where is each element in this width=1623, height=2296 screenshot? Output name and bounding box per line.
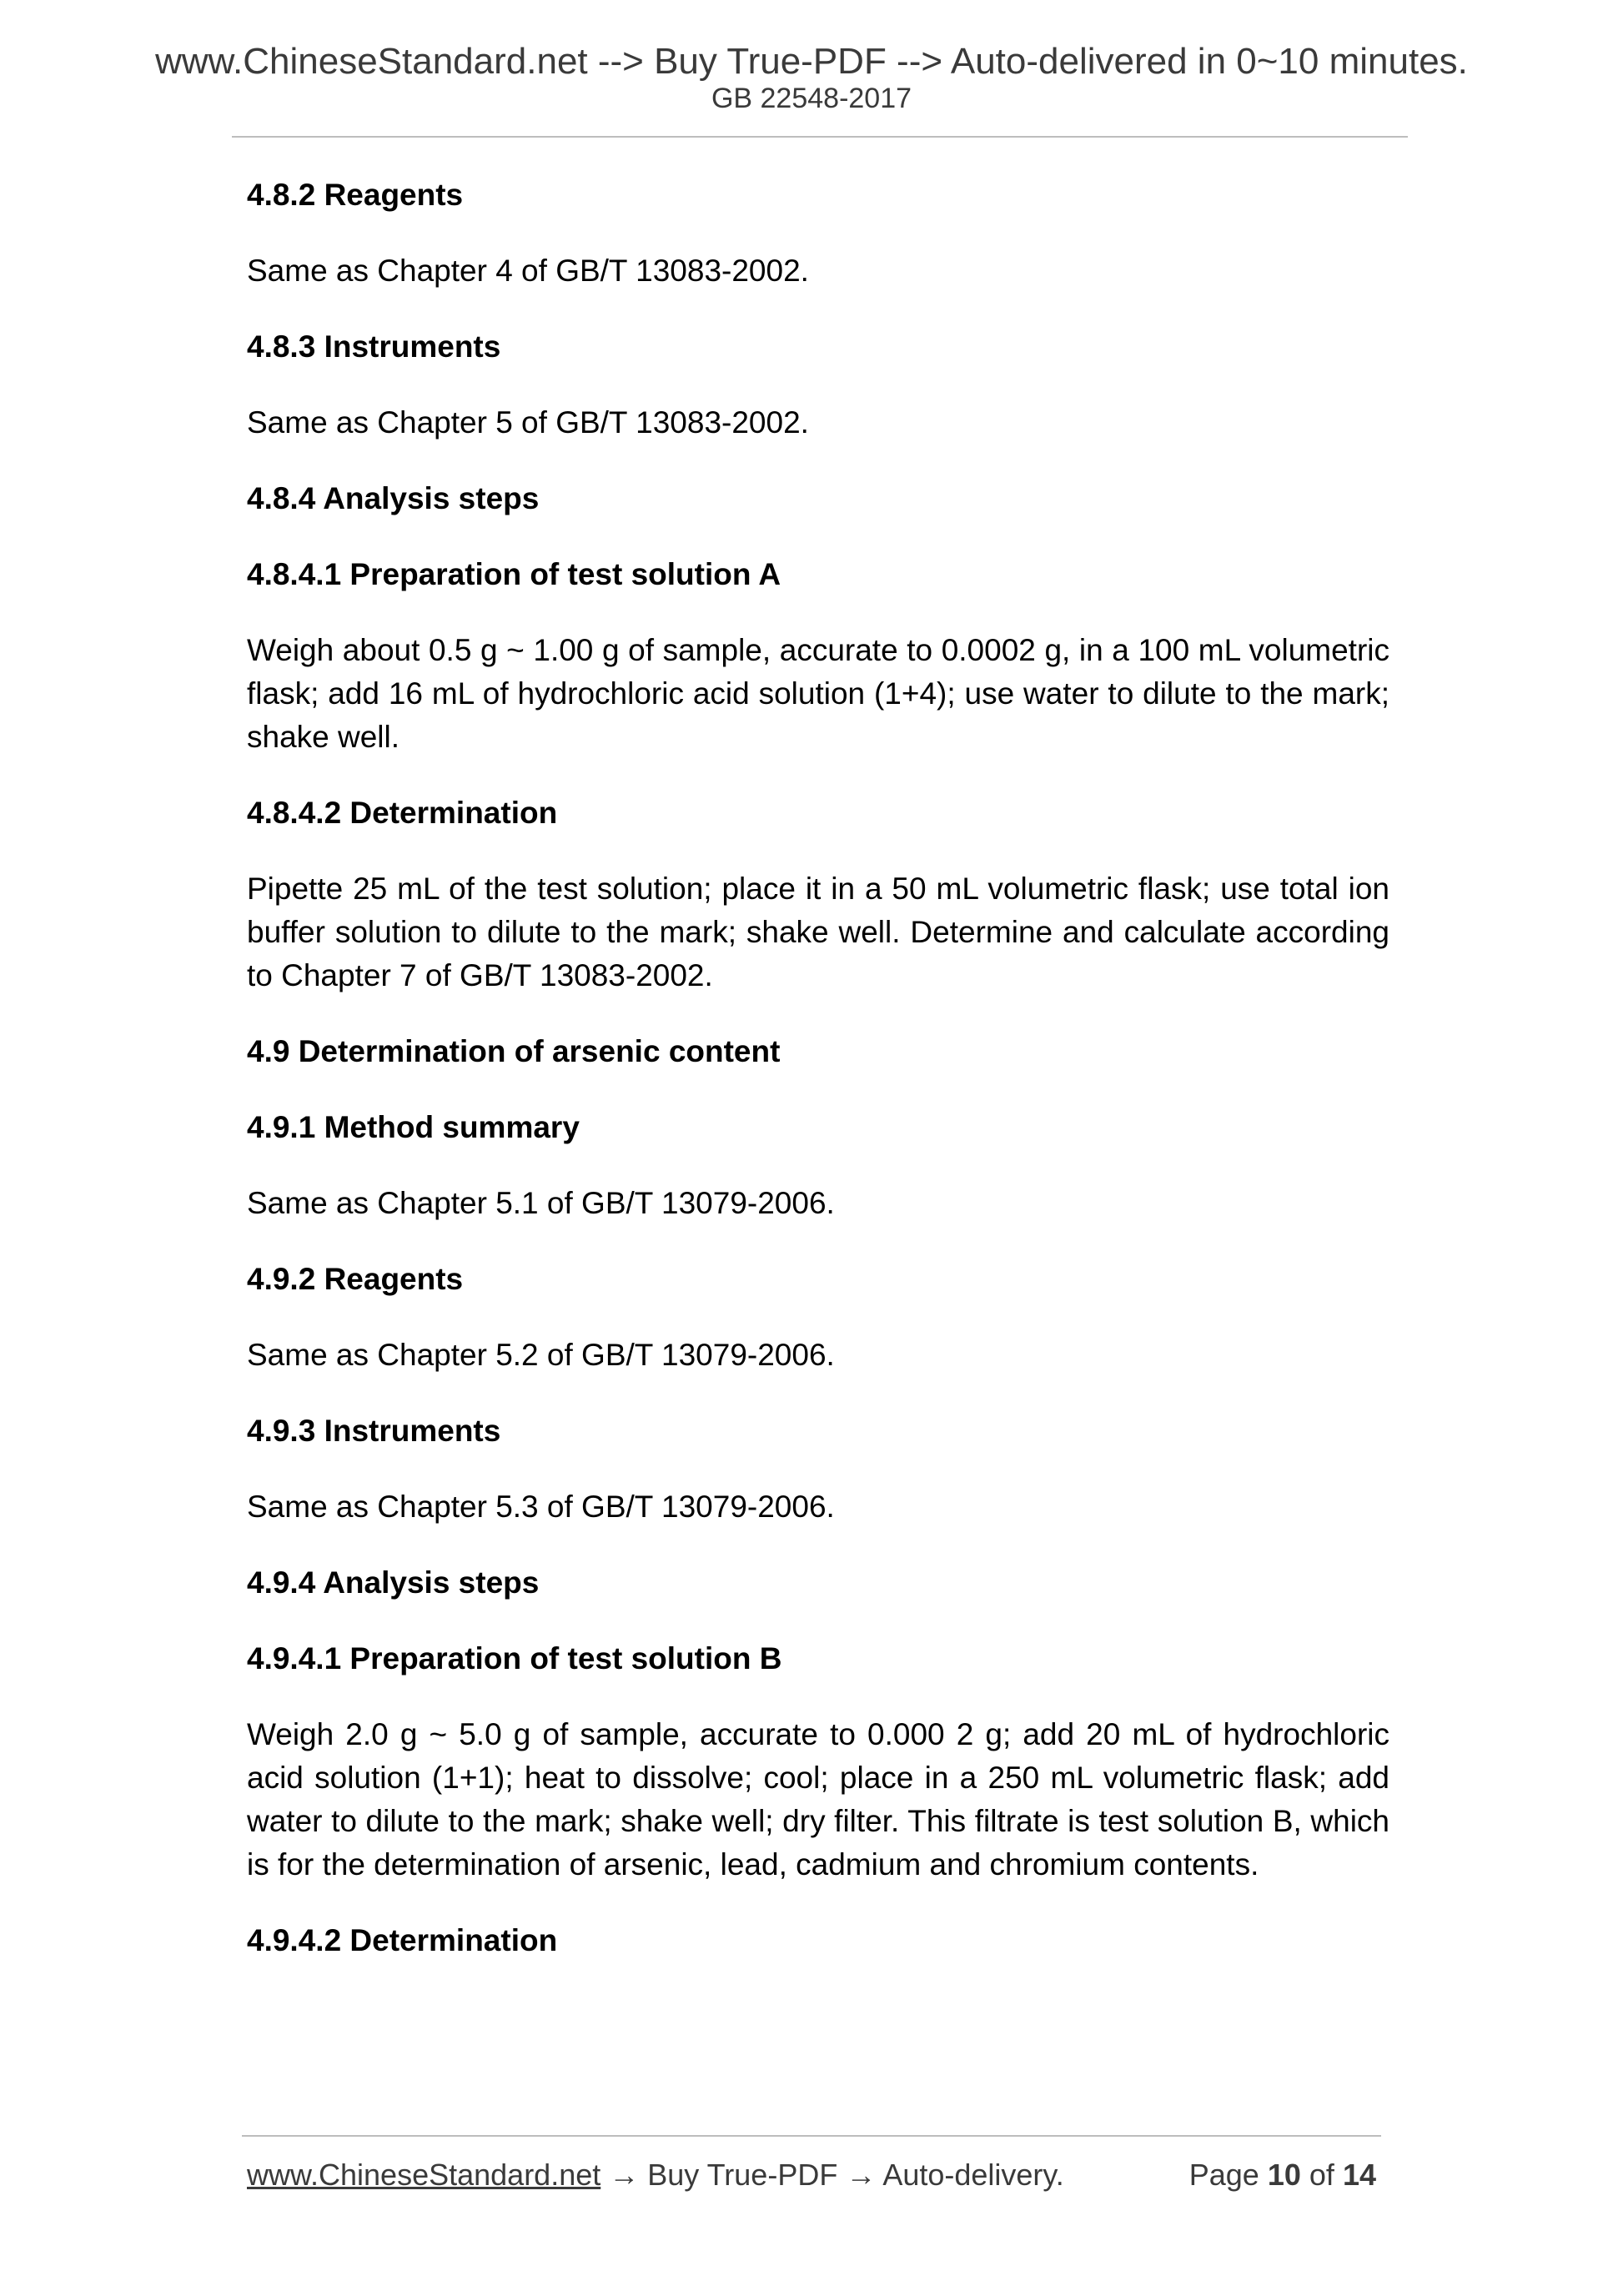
section-paragraph: Same as Chapter 5.3 of GB/T 13079-2006. bbox=[247, 1490, 835, 1524]
section-heading: 4.9.4.1 Preparation of test solution B bbox=[247, 1641, 782, 1676]
section-heading: 4.9.1 Method summary bbox=[247, 1110, 580, 1144]
footer-left bbox=[247, 2157, 1064, 2193]
section-paragraph: Pipette 25 mL of the test solution; place it in a 50 mL volumetric flask; use total ion buffer solution to dilute to the mark; shake well. Determine and calculate according to Chapter 7 of GB/T 13083-2002. bbox=[247, 872, 1389, 992]
section-paragraph: Same as Chapter 5 of GB/T 13083-2002. bbox=[247, 405, 809, 440]
section-heading: 4.8.4 Analysis steps bbox=[247, 481, 540, 515]
section-paragraph: Same as Chapter 5.1 of GB/T 13079-2006. bbox=[247, 1186, 835, 1220]
page-current: 10 bbox=[1267, 2158, 1301, 2192]
section-heading: 4.8.3 Instruments bbox=[247, 329, 501, 364]
section-heading: 4.8.4.1 Preparation of test solution A bbox=[247, 557, 781, 591]
section-paragraph: Same as Chapter 5.2 of GB/T 13079-2006. bbox=[247, 1338, 835, 1372]
header-divider bbox=[232, 136, 1408, 138]
document-code: GB 22548-2017 bbox=[711, 83, 912, 114]
section-paragraph: Weigh 2.0 g ~ 5.0 g of sample, accurate to 0.000 2 g; add 20 mL of hydrochloric acid solution (1+1); heat to dissolve; cool; place in a 250 mL volumetric flask; add water to dilute to the mark; shake well; dry filter. This filtrate is test solution B, which is for the determination of arsenic, lead, cadmium and chromium contents. bbox=[247, 1717, 1389, 1882]
footer-trail-text: → Buy True-PDF → Auto-delivery. bbox=[600, 2158, 1064, 2192]
section-paragraph: Same as Chapter 4 of GB/T 13083-2002. bbox=[247, 254, 809, 288]
section-paragraph: Weigh about 0.5 g ~ 1.00 g of sample, accurate to 0.0002 g, in a 100 mL volumetric flask; add 16 mL of hydrochloric acid solution (1+4); use water to dilute to the mark; shake well. bbox=[247, 633, 1389, 754]
section-heading: 4.9.4 Analysis steps bbox=[247, 1565, 540, 1600]
section-heading: 4.8.4.2 Determination bbox=[247, 796, 558, 830]
section-heading: 4.9.4.2 Determination bbox=[247, 1923, 558, 1957]
document-body bbox=[247, 173, 1389, 1995]
section-heading: 4.9.2 Reagents bbox=[247, 1262, 464, 1296]
footer-divider bbox=[242, 2135, 1381, 2137]
footer-website-link[interactable]: www.ChineseStandard.net bbox=[247, 2158, 601, 2192]
page-indicator bbox=[1189, 2157, 1376, 2193]
top-banner: www.ChineseStandard.net --> Buy True-PDF --> Auto-delivered in 0~10 minutes. bbox=[155, 41, 1468, 82]
section-heading: 4.9 Determination of arsenic content bbox=[247, 1034, 781, 1068]
section-heading: 4.8.2 Reagents bbox=[247, 178, 464, 212]
page-label: Page bbox=[1188, 2158, 1259, 2192]
page-of-label: of bbox=[1309, 2158, 1334, 2192]
page-total: 14 bbox=[1342, 2158, 1376, 2192]
section-heading: 4.9.3 Instruments bbox=[247, 1414, 501, 1448]
